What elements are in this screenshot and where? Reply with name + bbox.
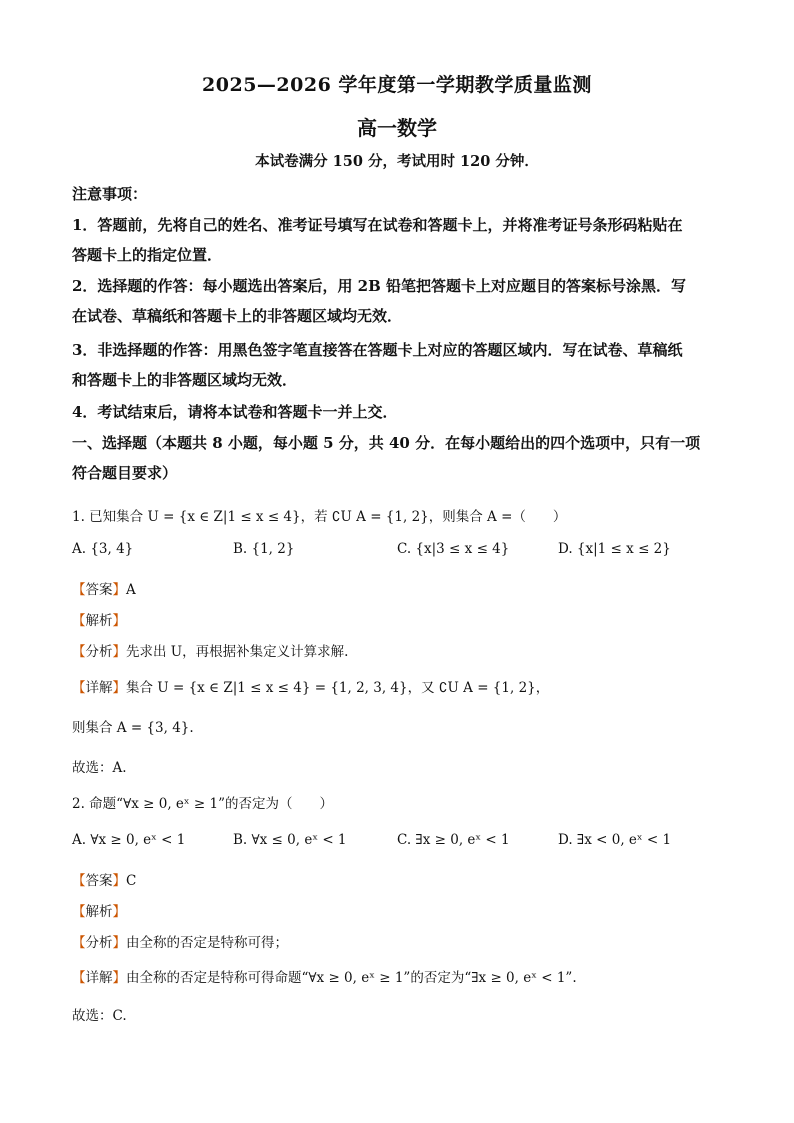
- q2-option-a: A. ∀x ≥ 0, eˣ < 1: [72, 832, 186, 848]
- q2-answer: 【答案】C: [72, 873, 137, 889]
- answer-tag: 答案: [85, 582, 113, 598]
- answer-value: C: [126, 873, 137, 889]
- note-3-line-2: 和答题卡上的非答题区域均无效．: [72, 371, 298, 389]
- q1-fenxi: 【分析】先求出 U，再根据补集定义计算求解.: [72, 644, 349, 660]
- section-heading-line-1: 一、选择题（本题共 8 小题，每小题 5 分，共 40 分．在每小题给出的四个选项中，只有一项: [72, 434, 701, 452]
- q2-xiangjie: 【详解】由全称的否定是特称可得命题“∀x ≥ 0, eˣ ≥ 1”的否定为“∃x ≥ 0, eˣ < 1”.: [72, 970, 577, 986]
- q1-option-c: C. {x|3 ≤ x ≤ 4}: [397, 541, 510, 557]
- q2-option-b: B. ∀x ≤ 0, eˣ < 1: [233, 832, 347, 848]
- note-3-line-1: 3．非选择题的作答：用黑色签字笔直接答在答题卡上对应的答题区域内．写在试卷、草稿纸: [72, 341, 683, 359]
- q2-option-c: C. ∃x ≥ 0, eˣ < 1: [397, 832, 510, 848]
- q1-option-d: D. {x|1 ≤ x ≤ 2}: [558, 541, 671, 557]
- answer-tag: 答案: [85, 873, 113, 889]
- q2-fenxi: 【分析】由全称的否定是特称可得；: [72, 935, 288, 951]
- q1-option-a: A. {3, 4}: [72, 541, 134, 557]
- q1-choose: 故选：A.: [72, 760, 127, 776]
- note-2-line-1: 2．选择题的作答：每小题选出答案后，用 2B 铅笔把答题卡上对应题目的答案标号涂黑．写: [72, 277, 687, 295]
- note-1-line-1: 1．答题前，先将自己的姓名、准考证号填写在试卷和答题卡上，并将准考证号条形码粘贴在: [72, 216, 683, 234]
- q1-option-b: B. {1, 2}: [233, 541, 295, 557]
- q1-analysis-tag: 【解析】: [72, 613, 126, 629]
- answer-value: A: [126, 582, 136, 598]
- q1-answer: 【答案】A: [72, 582, 136, 598]
- exam-info: 本试卷满分 150 分，考试用时 120 分钟．: [255, 153, 539, 170]
- q2-choose: 故选：C.: [72, 1008, 127, 1024]
- q1-stem: 1. 已知集合 U = {x ∈ Z|1 ≤ x ≤ 4}，若 ∁U A = {1, 2}，则集合 A =（ ）: [72, 509, 567, 525]
- q2-analysis-tag: 【解析】: [72, 904, 126, 920]
- notes-heading: 注意事项：: [72, 185, 148, 203]
- note-2-line-2: 在试卷、草稿纸和答题卡上的非答题区域均无效．: [72, 307, 403, 325]
- section-heading-line-2: 符合题目要求）: [72, 464, 178, 482]
- exam-title: 2025—2026 学年度第一学期教学质量监测: [202, 74, 592, 96]
- q1-xiangjie-line-2: 则集合 A = {3, 4}.: [72, 720, 194, 736]
- subject-title: 高一数学: [357, 116, 437, 140]
- q1-xiangjie: 【详解】集合 U = {x ∈ Z|1 ≤ x ≤ 4} = {1, 2, 3, 4}，又 ∁U A = {1, 2}，: [72, 680, 550, 696]
- q2-option-d: D. ∃x < 0, eˣ < 1: [558, 832, 672, 848]
- note-1-line-2: 答题卡上的指定位置．: [72, 246, 223, 264]
- q2-stem: 2. 命题“∀x ≥ 0, eˣ ≥ 1”的否定为（ ）: [72, 796, 333, 812]
- note-4: 4．考试结束后，请将本试卷和答题卡一并上交．: [72, 403, 398, 421]
